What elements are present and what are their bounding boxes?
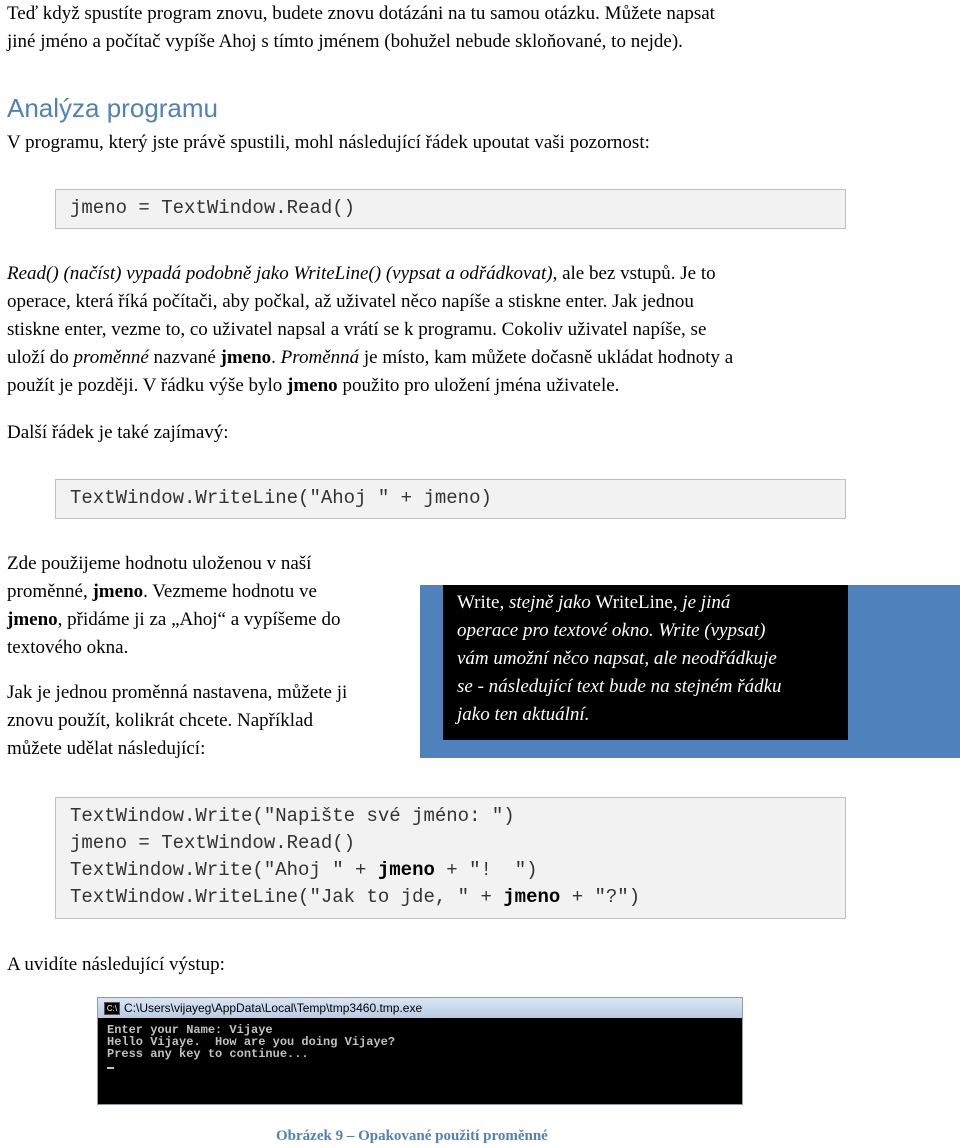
code-block-example xyxy=(55,797,846,919)
code-line: jmeno = TextWindow.Read() xyxy=(70,197,356,219)
text-line: Zde použijeme hodnotu uloženou v naší xyxy=(7,553,312,574)
note-line: se - následující text bude na stejném řádku xyxy=(457,676,782,697)
code-line xyxy=(70,857,845,884)
console-line: Hello Vijaye. How are you doing Vijaye? xyxy=(107,1035,396,1049)
note-box xyxy=(443,585,848,740)
console-line: Enter your Name: Vijaye xyxy=(107,1023,273,1037)
code-run: + "! ") xyxy=(434,859,538,881)
text-run: uloží do xyxy=(7,347,74,368)
text-run: . Vezmeme hodnotu ve xyxy=(143,581,317,602)
text-run: , přidáme ji za „Ahoj“ a vypíšeme do xyxy=(57,609,341,630)
intro-line-2: jiné jméno a počítač vypíše Ahoj s tímto jménem (bohužel nebude skloňované, to nejde). xyxy=(7,31,683,52)
code-jmeno: jmeno xyxy=(377,859,435,881)
section-heading: Analýza programu xyxy=(7,93,218,123)
variable-term: Proměnná xyxy=(280,347,360,368)
jmeno-term: jmeno xyxy=(7,609,58,630)
text-run: proměnné, xyxy=(7,581,93,602)
intro-line-1: Teď když spustíte program znovu, budete znovu dotázáni na tu samou otázku. Můžete napsat xyxy=(7,3,715,24)
console-icon: C:\ xyxy=(104,1002,120,1015)
text-line: můžete udělat následující: xyxy=(7,738,206,759)
text-line: stiskne enter, vezme to, co uživatel napsal a vrátí se k programu. Cokoliv uživatel napíše, se xyxy=(7,319,707,340)
text-line: operace, která říká počítači, aby počkal, až uživatel něco napíše a stiskne enter. Jak jednou xyxy=(7,291,694,312)
jmeno-term: jmeno xyxy=(287,375,338,396)
code-line: TextWindow.Write("Napište své jméno: ") xyxy=(70,805,515,827)
console-line: Press any key to continue... xyxy=(107,1047,309,1061)
text-line: Jak je jednou proměnná nastavena, můžete ji xyxy=(7,682,348,703)
code-line: jmeno = TextWindow.Read() xyxy=(70,832,356,854)
variable-term: proměnné xyxy=(73,347,149,368)
console-window-screenshot xyxy=(97,997,743,1105)
text-run: WriteLine xyxy=(595,592,673,613)
figure-caption: Obrázek 9 – Opakované použití proměnné xyxy=(276,1128,548,1144)
code-run: TextWindow.WriteLine("Jak to jde, " + xyxy=(70,886,504,908)
console-title: C:\Users\vijayeg\AppData\Local\Temp\tmp3460.tmp.exe xyxy=(124,1001,423,1015)
code-run: + "?") xyxy=(560,886,641,908)
text-line: textového okna. xyxy=(7,637,129,658)
code-line xyxy=(70,884,845,911)
jmeno-term: jmeno xyxy=(92,581,144,602)
jmeno-term: jmeno xyxy=(220,347,272,368)
console-output xyxy=(98,1018,742,1072)
text-run: použít je později. V řádku výše bylo xyxy=(7,375,288,396)
code-block-writeline xyxy=(55,479,846,519)
text-run: použito pro uložení jména uživatele. xyxy=(337,375,620,396)
next-line-text: Další řádek je také zajímavý: xyxy=(7,422,229,443)
text-run: , stejně jako xyxy=(499,592,596,613)
text-line: znovu použít, kolikrát chcete. Například xyxy=(7,710,314,731)
output-intro: A uvidíte následující výstup: xyxy=(7,954,225,975)
console-cursor xyxy=(107,1067,114,1069)
note-line: operace pro textové okno. Write (vypsat) xyxy=(457,620,766,641)
text-run: . xyxy=(271,347,281,368)
code-block-read xyxy=(55,189,846,229)
code-line: TextWindow.WriteLine("Ahoj " + jmeno) xyxy=(70,487,492,509)
text-run: , ale bez vstupů. Je to xyxy=(552,263,716,284)
text-run: je místo, kam můžete dočasně ukládat hodnoty a xyxy=(359,347,734,368)
code-jmeno: jmeno xyxy=(503,886,561,908)
text-run: , je jiná xyxy=(672,592,731,613)
text-run: nazvané xyxy=(148,347,221,368)
lead-text: V programu, který jste právě spustili, mohl následující řádek upoutat vaši pozornost: xyxy=(7,132,650,153)
code-run: TextWindow.Write("Ahoj " + xyxy=(70,859,378,881)
read-term: Read() (načíst) vypadá podobně jako WriteLine() (vypsat a odřádkovat) xyxy=(7,263,553,284)
console-title-bar xyxy=(98,998,742,1018)
text-run: Write xyxy=(457,592,500,613)
note-line: vám umožní něco napsat, ale neodřádkuje xyxy=(457,648,777,669)
note-line: jako ten aktuální. xyxy=(457,704,590,725)
